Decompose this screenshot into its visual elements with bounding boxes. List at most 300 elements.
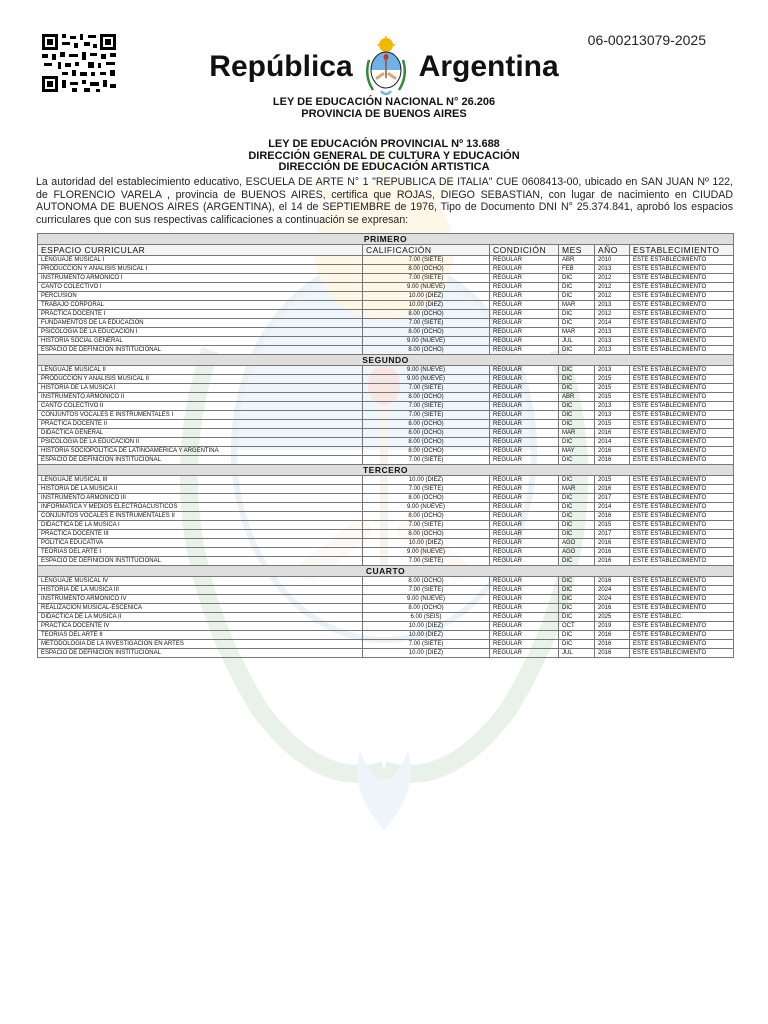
year-header-row bbox=[38, 234, 734, 245]
year-cell: 2016 bbox=[595, 631, 630, 640]
condition-cell: REGULAR bbox=[490, 366, 559, 375]
subject-cell: PRODUCCION Y ANALISIS MUSICAL I bbox=[38, 265, 363, 274]
national-law-heading: LEY DE EDUCACIÓN NACIONAL N° 26.206 bbox=[272, 96, 496, 108]
table-row bbox=[38, 494, 734, 503]
table-row bbox=[38, 640, 734, 649]
year-cell: 2015 bbox=[595, 476, 630, 485]
subject-cell: HISTORIA DE LA MUSICA II bbox=[38, 485, 363, 494]
subject-cell: LENGUAJE MUSICAL II bbox=[38, 366, 363, 375]
month-cell: DIC bbox=[559, 640, 595, 649]
subject-cell: CANTO COLECTIVO II bbox=[38, 402, 363, 411]
year-cell: 2014 bbox=[595, 319, 630, 328]
grade-cell: 7.00 (SIETE) bbox=[363, 456, 490, 465]
column-header: CONDICIÓN bbox=[490, 245, 559, 256]
table-row bbox=[38, 429, 734, 438]
grade-cell: 7.00 (SIETE) bbox=[363, 521, 490, 530]
subject-cell: POLITICA EDUCATIVA bbox=[38, 539, 363, 548]
subject-cell: ESPACIO DE DEFINICION INSTITUCIONAL bbox=[38, 346, 363, 355]
month-cell: DIC bbox=[559, 420, 595, 429]
condition-cell: REGULAR bbox=[490, 283, 559, 292]
grade-cell: 8.00 (OCHO) bbox=[363, 328, 490, 337]
institution-cell: ESTE ESTABLECIMIENTO bbox=[630, 393, 734, 402]
certification-paragraph: La autoridad del establecimiento educativo, ESCUELA DE ARTE N° 1 "REPUBLICA DE ITALIA" CUE 0608413-00, ubicado en SAN JUAN Nº 122, de FLORENCIO VARELA , provincia de BUENOS AIRES, certifica que ROJAS, DIEGO SEBASTIAN, con lugar de nacimiento en CIUDAD AUTONOMA DE BUENOS AIRES (ARGENTINA), el 14 de SEPTIEMBRE de 1976, Tipo de Documento DNI N° 25.374.841, aprobó los espacios curriculares que con sus respectivas calificaciones a continuación se expresan: bbox=[36, 176, 733, 226]
grade-cell: 7.00 (SIETE) bbox=[363, 319, 490, 328]
table-row bbox=[38, 521, 734, 530]
institution-cell: ESTE ESTABLECIMIENTO bbox=[630, 476, 734, 485]
year-cell: 2012 bbox=[595, 310, 630, 319]
institution-cell: ESTE ESTABLECIMIENTO bbox=[630, 622, 734, 631]
month-cell: DIC bbox=[559, 310, 595, 319]
month-cell: DIC bbox=[559, 375, 595, 384]
subject-cell: INSTRUMENTO ARMONICO IV bbox=[38, 595, 363, 604]
year-cell: 2013 bbox=[595, 402, 630, 411]
month-cell: AGO bbox=[559, 539, 595, 548]
directorate-general-heading: DIRECCIÓN GENERAL DE CULTURA Y EDUCACIÓN bbox=[248, 150, 520, 162]
table-row bbox=[38, 402, 734, 411]
condition-cell: REGULAR bbox=[490, 256, 559, 265]
grade-cell: 8.00 (OCHO) bbox=[363, 420, 490, 429]
condition-cell: REGULAR bbox=[490, 503, 559, 512]
condition-cell: REGULAR bbox=[490, 539, 559, 548]
table-row bbox=[38, 438, 734, 447]
month-cell: MAR bbox=[559, 485, 595, 494]
month-cell: FEB bbox=[559, 265, 595, 274]
year-cell: 2016 bbox=[595, 429, 630, 438]
grade-cell: 8.00 (OCHO) bbox=[363, 604, 490, 613]
table-row bbox=[38, 530, 734, 539]
title-right: Argentina bbox=[418, 50, 559, 83]
subject-cell: DIDACTICA DE LA MUSICA I bbox=[38, 521, 363, 530]
condition-cell: REGULAR bbox=[490, 402, 559, 411]
subject-cell: CONJUNTOS VOCALES E INSTRUMENTALES II bbox=[38, 512, 363, 521]
year-cell: 2015 bbox=[595, 375, 630, 384]
table-row bbox=[38, 604, 734, 613]
table-row bbox=[38, 346, 734, 355]
month-cell: DIC bbox=[559, 346, 595, 355]
condition-cell: REGULAR bbox=[490, 622, 559, 631]
month-cell: DIC bbox=[559, 503, 595, 512]
column-header: MES bbox=[559, 245, 595, 256]
institution-cell: ESTE ESTABLECIMIENTO bbox=[630, 577, 734, 586]
table-row bbox=[38, 274, 734, 283]
condition-cell: REGULAR bbox=[490, 640, 559, 649]
year-cell: 2016 bbox=[595, 604, 630, 613]
condition-cell: REGULAR bbox=[490, 595, 559, 604]
year-header-row bbox=[38, 355, 734, 366]
condition-cell: REGULAR bbox=[490, 429, 559, 438]
subject-cell: INSTRUMENTO ARMONICO III bbox=[38, 494, 363, 503]
table-row bbox=[38, 456, 734, 465]
condition-cell: REGULAR bbox=[490, 393, 559, 402]
condition-cell: REGULAR bbox=[490, 265, 559, 274]
month-cell: DIC bbox=[559, 613, 595, 622]
condition-cell: REGULAR bbox=[490, 548, 559, 557]
subject-cell: REALIZACION MUSICAL-ESCENICA bbox=[38, 604, 363, 613]
grade-cell: 7.00 (SIETE) bbox=[363, 640, 490, 649]
grade-cell: 10.00 (DIEZ) bbox=[363, 631, 490, 640]
directorate-art-heading: DIRECCIÓN DE EDUCACIÓN ARTISTICA bbox=[278, 161, 490, 173]
table-row bbox=[38, 319, 734, 328]
year-cell: 2015 bbox=[595, 384, 630, 393]
institution-cell: ESTE ESTABLECIMIENTO bbox=[630, 274, 734, 283]
institution-cell: ESTE ESTABLECIMIENTO bbox=[630, 411, 734, 420]
institution-cell: ESTE ESTABLECIMIENTO bbox=[630, 265, 734, 274]
grade-cell: 10.00 (DIEZ) bbox=[363, 301, 490, 310]
institution-cell: ESTE ESTABLECIMIENTO bbox=[630, 640, 734, 649]
grade-cell: 7.00 (SIETE) bbox=[363, 402, 490, 411]
subject-cell: PRACTICA DOCENTE I bbox=[38, 310, 363, 319]
subject-cell: DIDACTICA DE LA MUSICA II bbox=[38, 613, 363, 622]
grade-cell: 10.00 (DIEZ) bbox=[363, 292, 490, 301]
year-cell: 2016 bbox=[595, 640, 630, 649]
month-cell: DIC bbox=[559, 274, 595, 283]
grade-cell: 10.00 (DIEZ) bbox=[363, 476, 490, 485]
table-row bbox=[38, 557, 734, 566]
condition-cell: REGULAR bbox=[490, 586, 559, 595]
institution-cell: ESTE ESTABLECIMIENTO bbox=[630, 346, 734, 355]
table-row bbox=[38, 622, 734, 631]
year-label: TERCERO bbox=[38, 465, 734, 476]
column-header: ESPACIO CURRICULAR bbox=[38, 245, 363, 256]
condition-cell: REGULAR bbox=[490, 319, 559, 328]
table-row bbox=[38, 476, 734, 485]
table-row bbox=[38, 337, 734, 346]
month-cell: DIC bbox=[559, 402, 595, 411]
year-cell: 2014 bbox=[595, 503, 630, 512]
year-cell: 2024 bbox=[595, 586, 630, 595]
year-cell: 2016 bbox=[595, 548, 630, 557]
table-row bbox=[38, 447, 734, 456]
table-row bbox=[38, 420, 734, 429]
condition-cell: REGULAR bbox=[490, 530, 559, 539]
year-label: CUARTO bbox=[38, 566, 734, 577]
condition-cell: REGULAR bbox=[490, 346, 559, 355]
province-heading: PROVINCIA DE BUENOS AIRES bbox=[301, 108, 467, 120]
header-title bbox=[0, 36, 768, 98]
grade-cell: 10.00 (DIEZ) bbox=[363, 539, 490, 548]
institution-cell: ESTE ESTABLECIMIENTO bbox=[630, 548, 734, 557]
condition-cell: REGULAR bbox=[490, 337, 559, 346]
table-row bbox=[38, 256, 734, 265]
subject-cell: LENGUAJE MUSICAL III bbox=[38, 476, 363, 485]
year-cell: 2017 bbox=[595, 494, 630, 503]
month-cell: MAR bbox=[559, 328, 595, 337]
grade-cell: 8.00 (OCHO) bbox=[363, 530, 490, 539]
column-header: ESTABLECIMIENTO bbox=[630, 245, 734, 256]
month-cell: DIC bbox=[559, 292, 595, 301]
condition-cell: REGULAR bbox=[490, 557, 559, 566]
year-header-row bbox=[38, 465, 734, 476]
month-cell: MAR bbox=[559, 429, 595, 438]
year-cell: 2016 bbox=[595, 649, 630, 658]
year-cell: 2013 bbox=[595, 346, 630, 355]
institution-cell: ESTE ESTABLECIMIENTO bbox=[630, 301, 734, 310]
institution-cell: ESTE ESTABLECIMIENTO bbox=[630, 256, 734, 265]
subject-cell: INSTRUMENTO ARMONICO II bbox=[38, 393, 363, 402]
subject-cell: PRODUCCION Y ANALISIS MUSICAL II bbox=[38, 375, 363, 384]
year-cell: 2016 bbox=[595, 557, 630, 566]
grade-cell: 7.00 (SIETE) bbox=[363, 274, 490, 283]
year-cell: 2015 bbox=[595, 521, 630, 530]
table-row bbox=[38, 503, 734, 512]
table-row bbox=[38, 577, 734, 586]
grade-cell: 9.00 (NUEVE) bbox=[363, 375, 490, 384]
column-header: CALIFICACIÓN bbox=[363, 245, 490, 256]
institution-cell: ESTE ESTABLECIMIENTO bbox=[630, 366, 734, 375]
table-row bbox=[38, 310, 734, 319]
month-cell: ABR bbox=[559, 256, 595, 265]
grade-cell: 9.00 (NUEVE) bbox=[363, 283, 490, 292]
month-cell: DIC bbox=[559, 456, 595, 465]
grade-cell: 8.00 (OCHO) bbox=[363, 512, 490, 521]
year-cell: 2012 bbox=[595, 292, 630, 301]
grade-cell: 8.00 (OCHO) bbox=[363, 429, 490, 438]
month-cell: DIC bbox=[559, 384, 595, 393]
condition-cell: REGULAR bbox=[490, 447, 559, 456]
table-row bbox=[38, 485, 734, 494]
month-cell: OCT bbox=[559, 622, 595, 631]
grade-cell: 8.00 (OCHO) bbox=[363, 310, 490, 319]
month-cell: ABR bbox=[559, 393, 595, 402]
subject-cell: DIDACTICA GENERAL bbox=[38, 429, 363, 438]
institution-cell: ESTE ESTABLECIMIENTO bbox=[630, 438, 734, 447]
institution-cell: ESTE ESTABLECIMIENTO bbox=[630, 375, 734, 384]
month-cell: DIC bbox=[559, 283, 595, 292]
table-row bbox=[38, 548, 734, 557]
grade-cell: 8.00 (OCHO) bbox=[363, 577, 490, 586]
subject-cell: PSICOLOGIA DE LA EDUCACION I bbox=[38, 328, 363, 337]
year-cell: 2016 bbox=[595, 512, 630, 521]
grade-cell: 6.00 (SEIS) bbox=[363, 613, 490, 622]
month-cell: DIC bbox=[559, 604, 595, 613]
condition-cell: REGULAR bbox=[490, 384, 559, 393]
year-cell: 2010 bbox=[595, 256, 630, 265]
month-cell: DIC bbox=[559, 521, 595, 530]
condition-cell: REGULAR bbox=[490, 411, 559, 420]
institution-cell: ESTE ESTABLECIMIENTO bbox=[630, 485, 734, 494]
condition-cell: REGULAR bbox=[490, 292, 559, 301]
subject-cell: HISTORIA SOCIOPOLITICA DE LATINOAMERICA Y ARGENTINA bbox=[38, 447, 363, 456]
month-cell: DIC bbox=[559, 494, 595, 503]
subject-cell: PRACTICA DOCENTE II bbox=[38, 420, 363, 429]
institution-cell: ESTE ESTABLECIMIENTO bbox=[630, 586, 734, 595]
condition-cell: REGULAR bbox=[490, 577, 559, 586]
year-cell: 2016 bbox=[595, 577, 630, 586]
subject-cell: FUNDAMENTOS DE LA EDUCACION bbox=[38, 319, 363, 328]
institution-cell: ESTE ESTABLECIMIENTO bbox=[630, 328, 734, 337]
year-label: PRIMERO bbox=[38, 234, 734, 245]
institution-cell: ESTE ESTABLECIMIENTO bbox=[630, 521, 734, 530]
institution-cell: ESTE ESTABLECIMIENTO bbox=[630, 310, 734, 319]
institution-cell: ESTE ESTABLECIMIENTO bbox=[630, 503, 734, 512]
month-cell: AGO bbox=[559, 548, 595, 557]
year-cell: 2012 bbox=[595, 283, 630, 292]
subject-cell: TRABAJO CORPORAL bbox=[38, 301, 363, 310]
table-row bbox=[38, 384, 734, 393]
provincial-law-heading: LEY DE EDUCACIÓN PROVINCIAL Nº 13.688 bbox=[268, 138, 500, 150]
year-cell: 2014 bbox=[595, 438, 630, 447]
institution-cell: ESTE ESTABLECIMIENTO bbox=[630, 283, 734, 292]
subject-cell: PRACTICA DOCENTE IV bbox=[38, 622, 363, 631]
table-row bbox=[38, 301, 734, 310]
institution-cell: ESTE ESTABLECIMIENTO bbox=[630, 402, 734, 411]
institution-cell: ESTE ESTABLECIMIENTO bbox=[630, 420, 734, 429]
condition-cell: REGULAR bbox=[490, 274, 559, 283]
subject-cell: ESPACIO DE DEFINICION INSTITUCIONAL bbox=[38, 456, 363, 465]
month-cell: DIC bbox=[559, 530, 595, 539]
institution-cell: ESTE ESTABLECIMIENTO bbox=[630, 512, 734, 521]
year-header-row bbox=[38, 566, 734, 577]
institution-cell: ESTE ESTABLECIMIENTO bbox=[630, 631, 734, 640]
condition-cell: REGULAR bbox=[490, 456, 559, 465]
year-cell: 2015 bbox=[595, 420, 630, 429]
institution-cell: ESTE ESTABLECIMIENTO bbox=[630, 494, 734, 503]
column-header-row bbox=[38, 245, 734, 256]
subject-cell: HISTORIA DE LA MUSICA I bbox=[38, 384, 363, 393]
table-row bbox=[38, 265, 734, 274]
subject-cell: CANTO COLECTIVO I bbox=[38, 283, 363, 292]
condition-cell: REGULAR bbox=[490, 328, 559, 337]
month-cell: DIC bbox=[559, 366, 595, 375]
institution-cell: ESTE ESTABLECIMIENTO bbox=[630, 595, 734, 604]
grade-cell: 7.00 (SIETE) bbox=[363, 384, 490, 393]
institution-cell: ESTE ESTABLECIMIENTO bbox=[630, 604, 734, 613]
month-cell: MAR bbox=[559, 301, 595, 310]
grade-cell: 8.00 (OCHO) bbox=[363, 494, 490, 503]
year-cell: 2013 bbox=[595, 328, 630, 337]
document-number: 06-00213079-2025 bbox=[587, 32, 706, 48]
year-cell: 2013 bbox=[595, 337, 630, 346]
subject-cell: HISTORIA SOCIAL GENERAL bbox=[38, 337, 363, 346]
subject-cell: INFORMATICA Y MEDIOS ELECTROACUSTICOS bbox=[38, 503, 363, 512]
subject-cell: TEORIAS DEL ARTE II bbox=[38, 631, 363, 640]
subject-cell: TEORIAS DEL ARTE I bbox=[38, 548, 363, 557]
month-cell: DIC bbox=[559, 319, 595, 328]
grade-cell: 7.00 (SIETE) bbox=[363, 256, 490, 265]
year-cell: 2013 bbox=[595, 301, 630, 310]
condition-cell: REGULAR bbox=[490, 476, 559, 485]
coat-of-arms-icon bbox=[361, 36, 411, 98]
condition-cell: REGULAR bbox=[490, 375, 559, 384]
month-cell: DIC bbox=[559, 512, 595, 521]
year-cell: 2016 bbox=[595, 456, 630, 465]
institution-cell: ESTE ESTABLECIMIENTO bbox=[630, 456, 734, 465]
subject-cell: ESPACIO DE DEFINICION INSTITUCIONAL bbox=[38, 557, 363, 566]
institution-cell: ESTE ESTABLECIMIENTO bbox=[630, 539, 734, 548]
table-row bbox=[38, 393, 734, 402]
grade-cell: 7.00 (SIETE) bbox=[363, 411, 490, 420]
table-row bbox=[38, 586, 734, 595]
condition-cell: REGULAR bbox=[490, 494, 559, 503]
month-cell: DIC bbox=[559, 631, 595, 640]
condition-cell: REGULAR bbox=[490, 613, 559, 622]
subject-cell: METODOLOGIA DE LA INVESTIGACION EN ARTES bbox=[38, 640, 363, 649]
grade-cell: 9.00 (NUEVE) bbox=[363, 366, 490, 375]
institution-cell: ESTE ESTABLECIMIENTO bbox=[630, 319, 734, 328]
table-row bbox=[38, 649, 734, 658]
grade-cell: 10.00 (DIEZ) bbox=[363, 622, 490, 631]
grade-cell: 8.00 (OCHO) bbox=[363, 438, 490, 447]
year-cell: 2024 bbox=[595, 595, 630, 604]
table-row bbox=[38, 375, 734, 384]
year-cell: 2017 bbox=[595, 530, 630, 539]
month-cell: DIC bbox=[559, 411, 595, 420]
table-row bbox=[38, 328, 734, 337]
subject-cell: CONJUNTOS VOCALES E INSTRUMENTALES I bbox=[38, 411, 363, 420]
condition-cell: REGULAR bbox=[490, 310, 559, 319]
year-cell: 2013 bbox=[595, 366, 630, 375]
table-row bbox=[38, 595, 734, 604]
grade-cell: 7.00 (SIETE) bbox=[363, 485, 490, 494]
subject-cell: LENGUAJE MUSICAL I bbox=[38, 256, 363, 265]
institution-cell: ESTE ESTABLECIMIENTO bbox=[630, 557, 734, 566]
title-left: República bbox=[209, 50, 353, 83]
grade-cell: 8.00 (OCHO) bbox=[363, 447, 490, 456]
condition-cell: REGULAR bbox=[490, 649, 559, 658]
subject-cell: PRACTICA DOCENTE III bbox=[38, 530, 363, 539]
condition-cell: REGULAR bbox=[490, 438, 559, 447]
table-row bbox=[38, 411, 734, 420]
month-cell: MAY bbox=[559, 447, 595, 456]
condition-cell: REGULAR bbox=[490, 631, 559, 640]
grade-cell: 8.00 (OCHO) bbox=[363, 265, 490, 274]
subject-cell: HISTORIA DE LA MUSICA III bbox=[38, 586, 363, 595]
subject-cell: INSTRUMENTO ARMONICO I bbox=[38, 274, 363, 283]
table-row bbox=[38, 283, 734, 292]
month-cell: DIC bbox=[559, 595, 595, 604]
table-row bbox=[38, 292, 734, 301]
grade-cell: 10.00 (DIEZ) bbox=[363, 649, 490, 658]
grade-cell: 9.00 (NUEVE) bbox=[363, 337, 490, 346]
month-cell: DIC bbox=[559, 577, 595, 586]
year-label: SEGUNDO bbox=[38, 355, 734, 366]
month-cell: JUL bbox=[559, 337, 595, 346]
year-cell: 2016 bbox=[595, 539, 630, 548]
condition-cell: REGULAR bbox=[490, 512, 559, 521]
institution-cell: ESTE ESTABLECIMIENTO bbox=[630, 292, 734, 301]
year-cell: 2019 bbox=[595, 622, 630, 631]
institution-cell: ESTE ESTABLECIMIENTO bbox=[630, 530, 734, 539]
condition-cell: REGULAR bbox=[490, 485, 559, 494]
institution-cell: ESTE ESTABLECIMIENTO bbox=[630, 447, 734, 456]
table-row bbox=[38, 613, 734, 622]
grade-cell: 7.00 (SIETE) bbox=[363, 586, 490, 595]
year-cell: 2025 bbox=[595, 613, 630, 622]
institution-cell: ESTE ESTABLECIMIENTO bbox=[630, 429, 734, 438]
column-header: AÑO bbox=[595, 245, 630, 256]
year-cell: 2012 bbox=[595, 274, 630, 283]
subject-cell: PSICOLOGIA DE LA EDUCACION II bbox=[38, 438, 363, 447]
year-cell: 2016 bbox=[595, 485, 630, 494]
year-cell: 2013 bbox=[595, 411, 630, 420]
grade-cell: 9.00 (NUEVE) bbox=[363, 548, 490, 557]
subject-cell: PERCUSION bbox=[38, 292, 363, 301]
month-cell: DIC bbox=[559, 476, 595, 485]
institution-cell: ESTE ESTABLECIMIENTO bbox=[630, 337, 734, 346]
year-cell: 2016 bbox=[595, 447, 630, 456]
grade-cell: 7.00 (SIETE) bbox=[363, 557, 490, 566]
institution-cell: ESTE ESTABLECIMIENTO bbox=[630, 384, 734, 393]
condition-cell: REGULAR bbox=[490, 521, 559, 530]
month-cell: DIC bbox=[559, 557, 595, 566]
month-cell: DIC bbox=[559, 438, 595, 447]
subject-cell: ESPACIO DE DEFINICION INSTITUCIONAL bbox=[38, 649, 363, 658]
grade-cell: 8.00 (OCHO) bbox=[363, 393, 490, 402]
grade-cell: 9.00 (NUEVE) bbox=[363, 595, 490, 604]
table-row bbox=[38, 631, 734, 640]
institution-cell: ESTE ESTABLECIMIENTO bbox=[630, 649, 734, 658]
subject-cell: LENGUAJE MUSICAL IV bbox=[38, 577, 363, 586]
